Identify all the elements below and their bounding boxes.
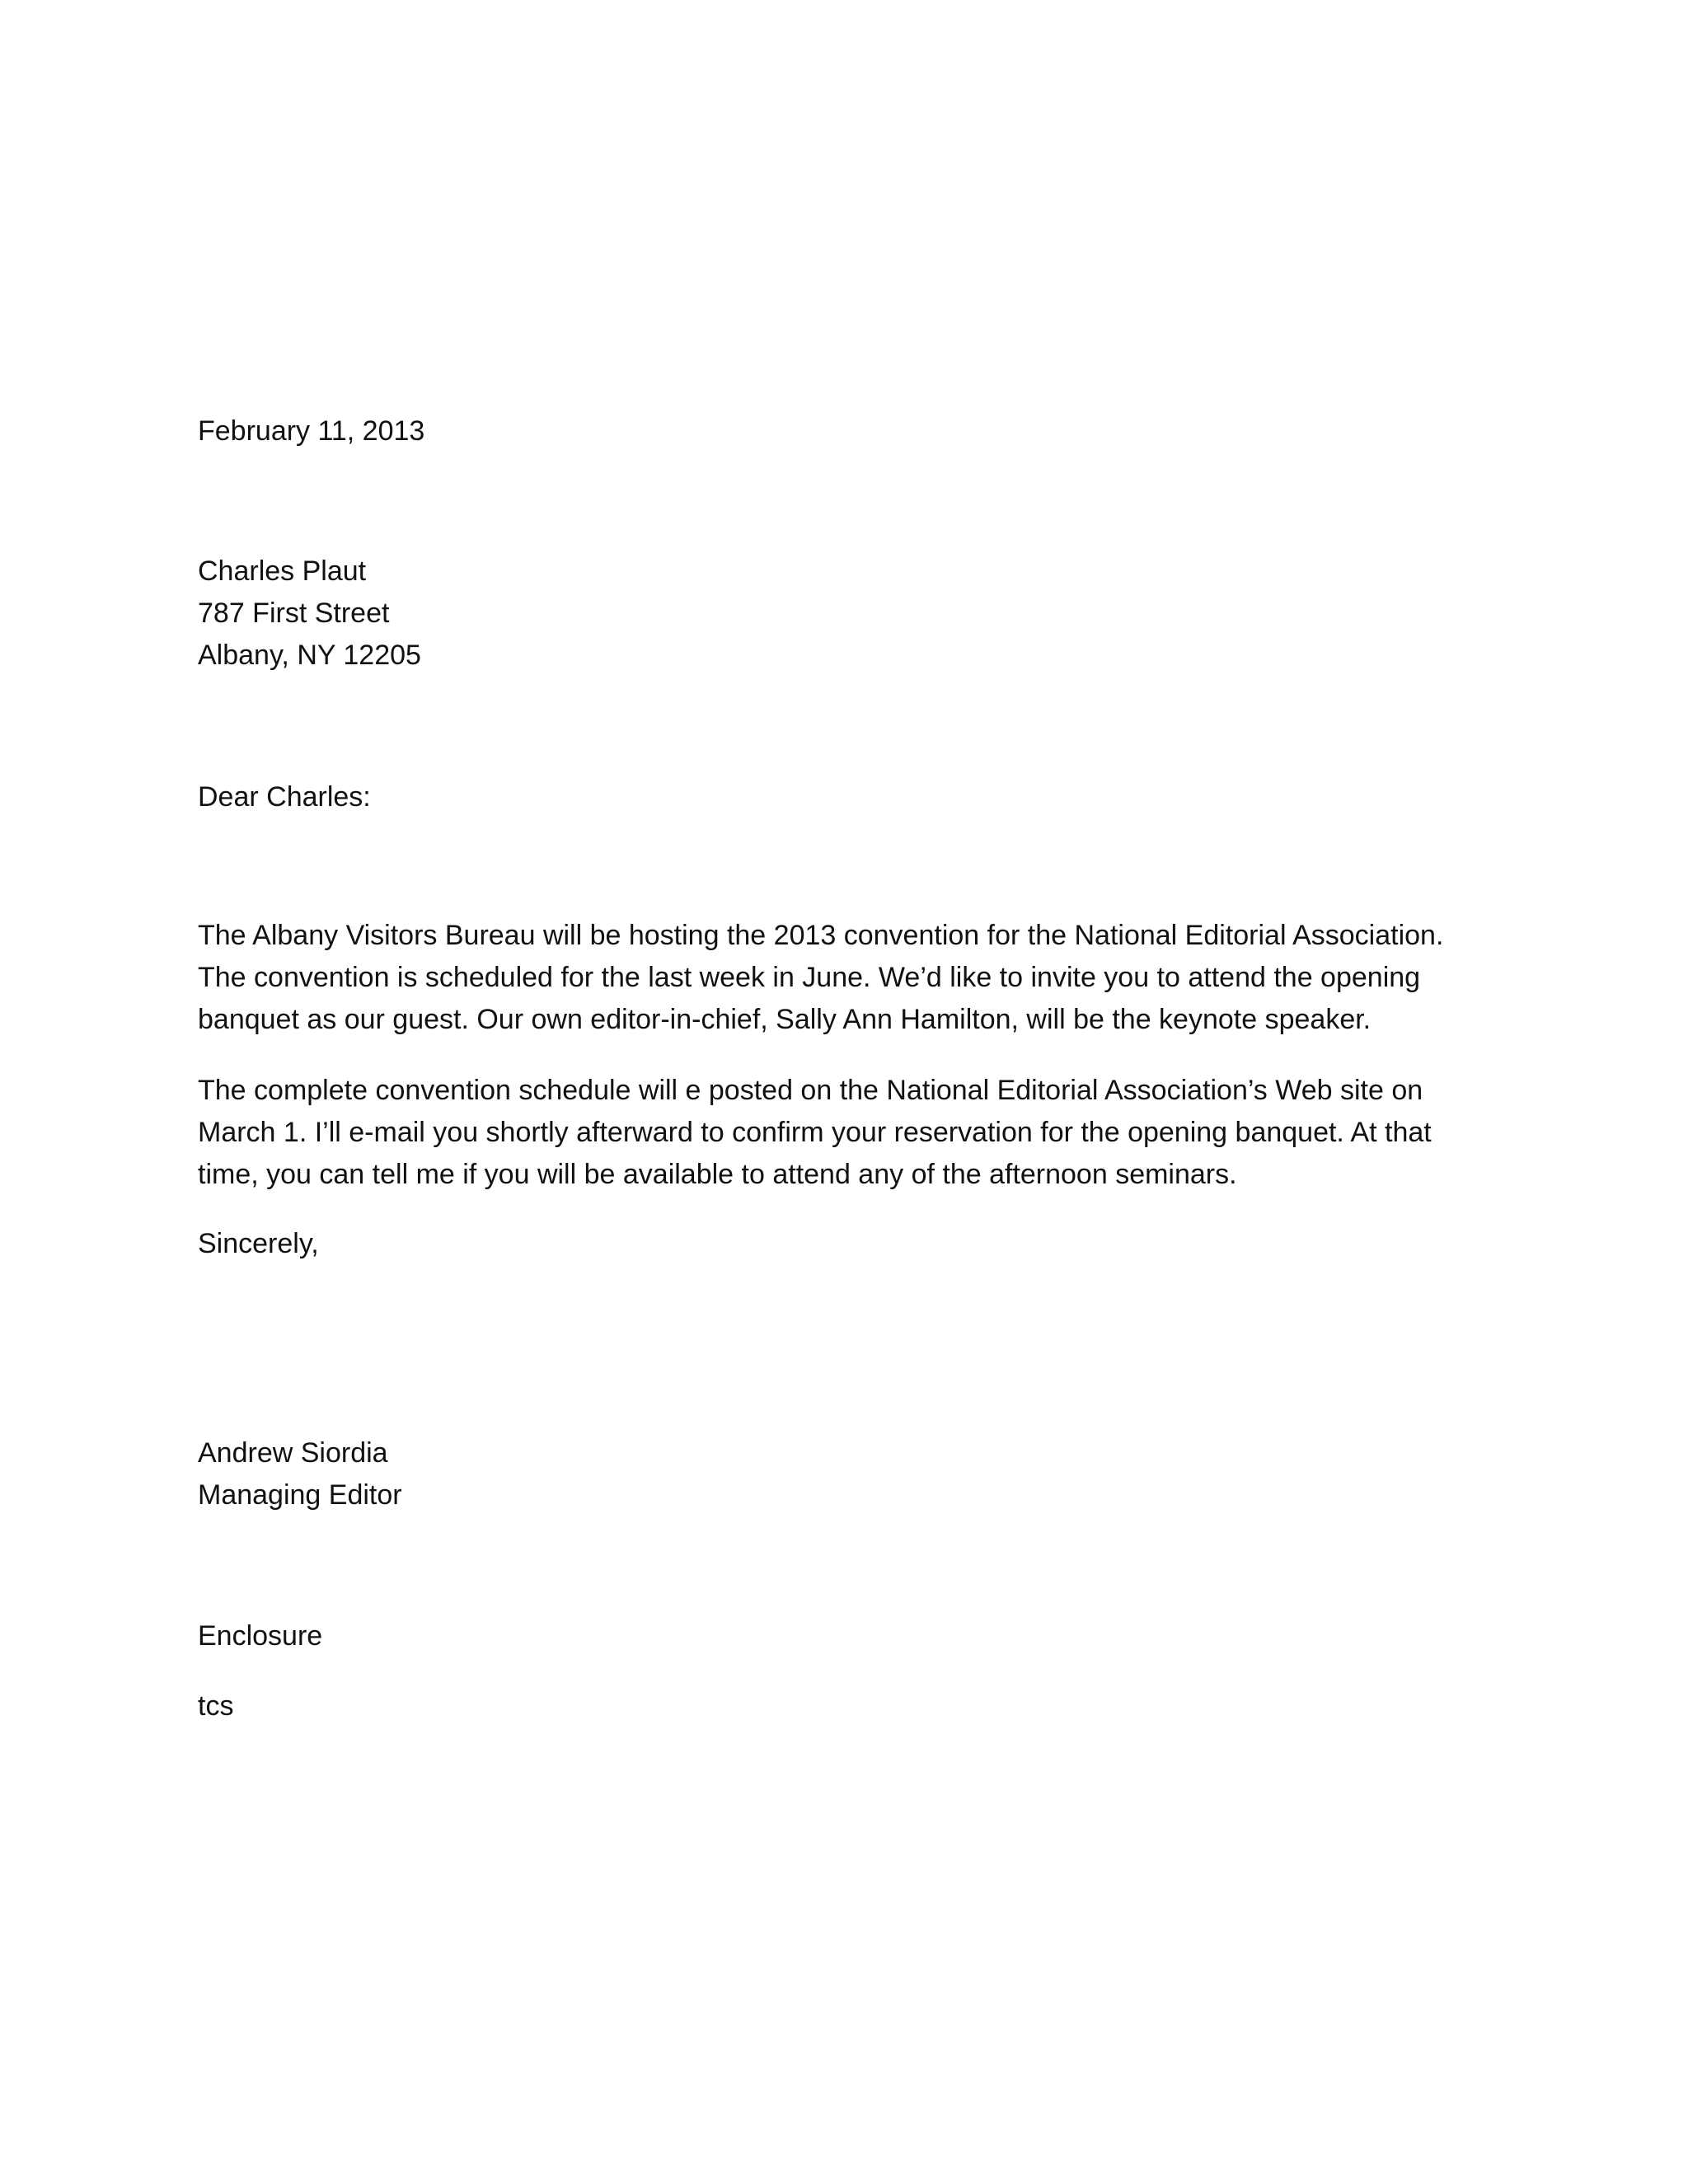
enclosure-notation: Enclosure (198, 1620, 323, 1652)
body-paragraph-2 (198, 1070, 1500, 1196)
recipient-address-block (198, 551, 421, 677)
paragraph-line: March 1. I’ll e-mail you shortly afterward to confirm your reservation for the opening banquet. At that (198, 1117, 1432, 1148)
paragraph-line: The Albany Visitors Bureau will be hosting the 2013 convention for the National Editorial Association. (198, 920, 1444, 951)
body-paragraph-1 (198, 915, 1500, 1041)
complimentary-closing: Sincerely, (198, 1228, 319, 1259)
letter-date: February 11, 2013 (198, 415, 425, 447)
reference-initials: tcs (198, 1690, 234, 1722)
paragraph-line: time, you can tell me if you will be available to attend any of the afternoon seminars. (198, 1159, 1237, 1190)
signature-block (198, 1432, 402, 1516)
recipient-city-state-zip: Albany, NY 12205 (198, 640, 421, 671)
recipient-street: 787 First Street (198, 598, 390, 629)
signer-title: Managing Editor (198, 1479, 402, 1511)
paragraph-line: The convention is scheduled for the last week in June. We’d like to invite you to attend the opening (198, 962, 1421, 993)
paragraph-line: The complete convention schedule will e posted on the National Editorial Association’s Web site on (198, 1075, 1423, 1106)
signer-name: Andrew Siordia (198, 1437, 388, 1469)
recipient-name: Charles Plaut (198, 555, 367, 587)
salutation: Dear Charles: (198, 781, 371, 813)
paragraph-line: banquet as our guest. Our own editor-in-chief, Sally Ann Hamilton, will be the keynote speaker. (198, 1004, 1372, 1035)
